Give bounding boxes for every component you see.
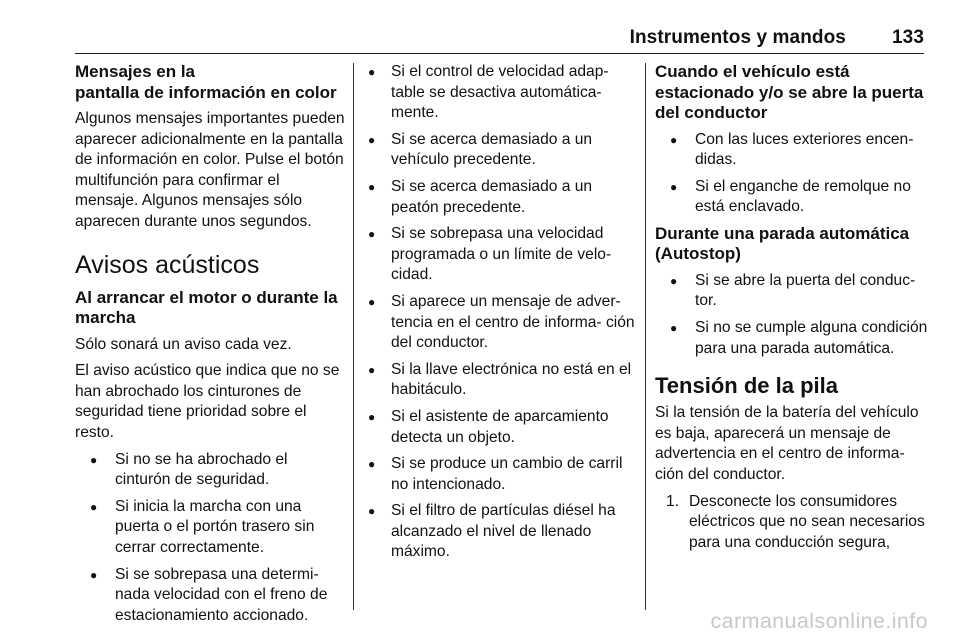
list-item: ● Si se abre la puerta del conduc‑ tor.	[668, 271, 930, 312]
column-divider-1	[353, 63, 354, 610]
heading-line-2: pantalla de información en color	[75, 82, 337, 102]
subheading: Cuando el vehículo está estacionado y/o se abre la puerta del conductor	[655, 62, 924, 122]
heading-mensajes	[75, 62, 345, 103]
subheading: Al arrancar el motor o durante la marcha	[75, 287, 338, 328]
bullet-list	[75, 450, 345, 627]
column-2	[364, 62, 636, 569]
column-divider-2	[645, 63, 646, 610]
list-item: ● Si el asistente de aparcamiento detecta un objeto.	[364, 407, 636, 448]
list-item: ● Si se sobrepasa una velocidad programada o un límite de velo‑ cidad.	[364, 224, 636, 286]
header-title: Instrumentos y mandos	[629, 27, 846, 48]
column-3	[655, 62, 930, 559]
section-title: Tensión de la pila	[655, 373, 838, 399]
page-number: 133	[891, 27, 924, 48]
list-item: ● Si no se ha abrochado el cinturón de seguridad.	[88, 450, 345, 491]
bullet-list	[364, 62, 636, 563]
section-title: Avisos acústicos	[75, 250, 260, 279]
heading-line-1: Mensajes en la	[75, 62, 196, 81]
subheading: Durante una parada automática (Autostop)	[655, 223, 910, 264]
list-item: ● Si no se cumple alguna condición para una parada automática.	[668, 318, 930, 359]
list-number: 1.	[666, 492, 680, 510]
bullet-list	[655, 130, 930, 218]
list-text: Desconecte los consumidores eléctricos que no sean necesarios para una conducción segura,	[689, 492, 925, 551]
list-item: ● Si se acerca demasiado a un peatón precedente.	[364, 177, 636, 218]
column-1	[75, 62, 345, 632]
list-item: ● Si se acerca demasiado a un vehículo precedente.	[364, 130, 636, 171]
paragraph: Sólo sonará un aviso cada vez.	[75, 335, 292, 353]
list-item: ● Con las luces exteriores encen‑ didas.	[668, 130, 930, 171]
paragraph: Si la tensión de la batería del vehículo es baja, aparecerá un mensaje de advertencia en el centro de informa‑ ción del conductor.	[655, 404, 919, 484]
list-item: ● Si la llave electrónica no está en el habitáculo.	[364, 360, 636, 401]
list-item: ● Si se produce un cambio de carril no intencionado.	[364, 454, 636, 495]
header-divider	[75, 53, 924, 54]
list-item: ● Si el filtro de partículas diésel ha alcanzado el nivel de llenado máximo.	[364, 501, 636, 563]
page-header	[75, 27, 924, 55]
list-item: ● Si inicia la marcha con una puerta o el portón trasero sin cerrar correctamente.	[88, 497, 345, 559]
list-item: ● Si aparece un mensaje de adver‑ tencia en el centro de informa‑ ción del conductor.	[364, 292, 636, 354]
paragraph: Algunos mensajes importantes pueden aparecer adicionalmente en la pantalla de información en color. Pulse el botón multifunción para confirmar el mensaje. Algunos mensajes sólo aparecen durante unos segundos.	[75, 110, 345, 230]
paragraph: El aviso acústico que indica que no se han abrochado los cinturones de seguridad tiene prioridad sobre el resto.	[75, 362, 340, 441]
numbered-list	[655, 492, 930, 554]
list-item: ● Si el control de velocidad adap‑ table se desactiva automática‑ mente.	[364, 62, 636, 124]
bullet-list	[655, 271, 930, 359]
watermark: carmanualsonline.info	[710, 609, 928, 633]
list-item: ● Si el enganche de remolque no está enclavado.	[668, 177, 930, 218]
list-item	[655, 492, 930, 554]
list-item: ● Si se sobrepasa una determi‑ nada velocidad con el freno de estacionamiento accionado.	[88, 565, 345, 627]
